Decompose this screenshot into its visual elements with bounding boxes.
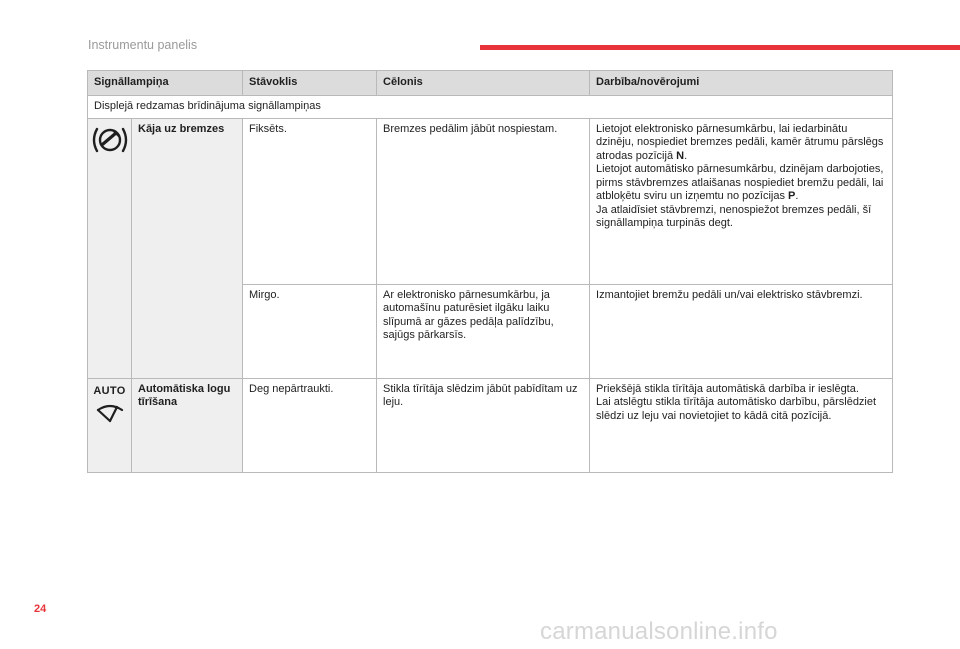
page-number: 24 — [34, 603, 47, 615]
gear-position-p: P — [788, 190, 796, 202]
cause-cell: Ar elektronisko pārnesumkārbu, ja automašīnu paturēsiet ilgāku laiku slīpumā ar gāzes pedāļa palīdzību, sajūgs pārkarsīs. — [377, 284, 590, 378]
lamp-icon-cell — [88, 378, 132, 472]
table-row — [88, 118, 893, 284]
action-cell: Izmantojiet bremžu pedāli un/vai elektrisko stāvbremzi. — [590, 284, 893, 378]
action-text: . — [684, 149, 688, 162]
section-title: Displejā redzamas brīdinājuma signāllampiņas — [88, 96, 893, 119]
cause-cell: Bremzes pedālim jābūt nospiestam. — [377, 118, 590, 284]
action-cell — [590, 378, 893, 472]
action-text: . — [795, 190, 799, 202]
table-row — [88, 378, 893, 472]
column-header-state: Stāvoklis — [243, 71, 377, 96]
lamp-name: Automātiska logu tīrīšana — [132, 378, 243, 472]
column-header-lamp: Signāllampiņa — [88, 71, 243, 96]
header-accent-bar — [480, 45, 960, 50]
auto-label: AUTO — [93, 384, 126, 397]
watermark: carmanualsonline.info — [540, 618, 778, 645]
column-header-cause: Cēlonis — [377, 71, 590, 96]
state-cell: Fiksēts. — [243, 118, 377, 284]
action-text: Priekšējā stikla tīrītāja automātiskā darbība ir ieslēgta. — [596, 382, 859, 395]
action-text: Lai atslēgtu stikla tīrītāja automātisko darbību, pārslēdziet slēdzi uz leju vai novietojiet to kādā citā pozīcijā. — [596, 396, 877, 422]
state-cell: Deg nepārtraukti. — [243, 378, 377, 472]
action-text: Ja atlaidīsiet stāvbremzi, nenospiežot bremzes pedāli, šī signāllampiņa turpinās degt. — [596, 203, 872, 229]
table-header-row — [88, 71, 893, 96]
cause-cell: Stikla tīrītāja slēdzim jābūt pabīdītam uz leju. — [377, 378, 590, 472]
gear-position-n: N — [676, 149, 685, 162]
lamp-icon-cell — [88, 118, 132, 378]
state-cell: Mirgo. — [243, 284, 377, 378]
warning-lamps-table — [87, 70, 893, 473]
column-header-action: Darbība/novērojumi — [590, 71, 893, 96]
section-row — [88, 96, 893, 119]
action-text: Lietojot automātisko pārnesumkārbu, dzinējam darbojoties, pirms stāvbremzes atlaišanas nospiediet bremžu pedāli, lai atbloķētu sviru un izņemtu no pozīcijas — [596, 163, 884, 202]
action-cell — [590, 118, 893, 284]
lamp-name: Kāja uz bremzes — [132, 118, 243, 378]
page-section-title: Instrumentu panelis — [88, 38, 198, 52]
auto-wiper-icon — [95, 402, 125, 429]
action-text: Lietojot elektronisko pārnesumkārbu, lai iedarbinātu dzinēju, nospiediet bremzes pedāli, kamēr ātrumu pārslēgs atrodas pozīcijā — [596, 122, 884, 162]
brake-pedal-warning-icon — [92, 146, 128, 158]
